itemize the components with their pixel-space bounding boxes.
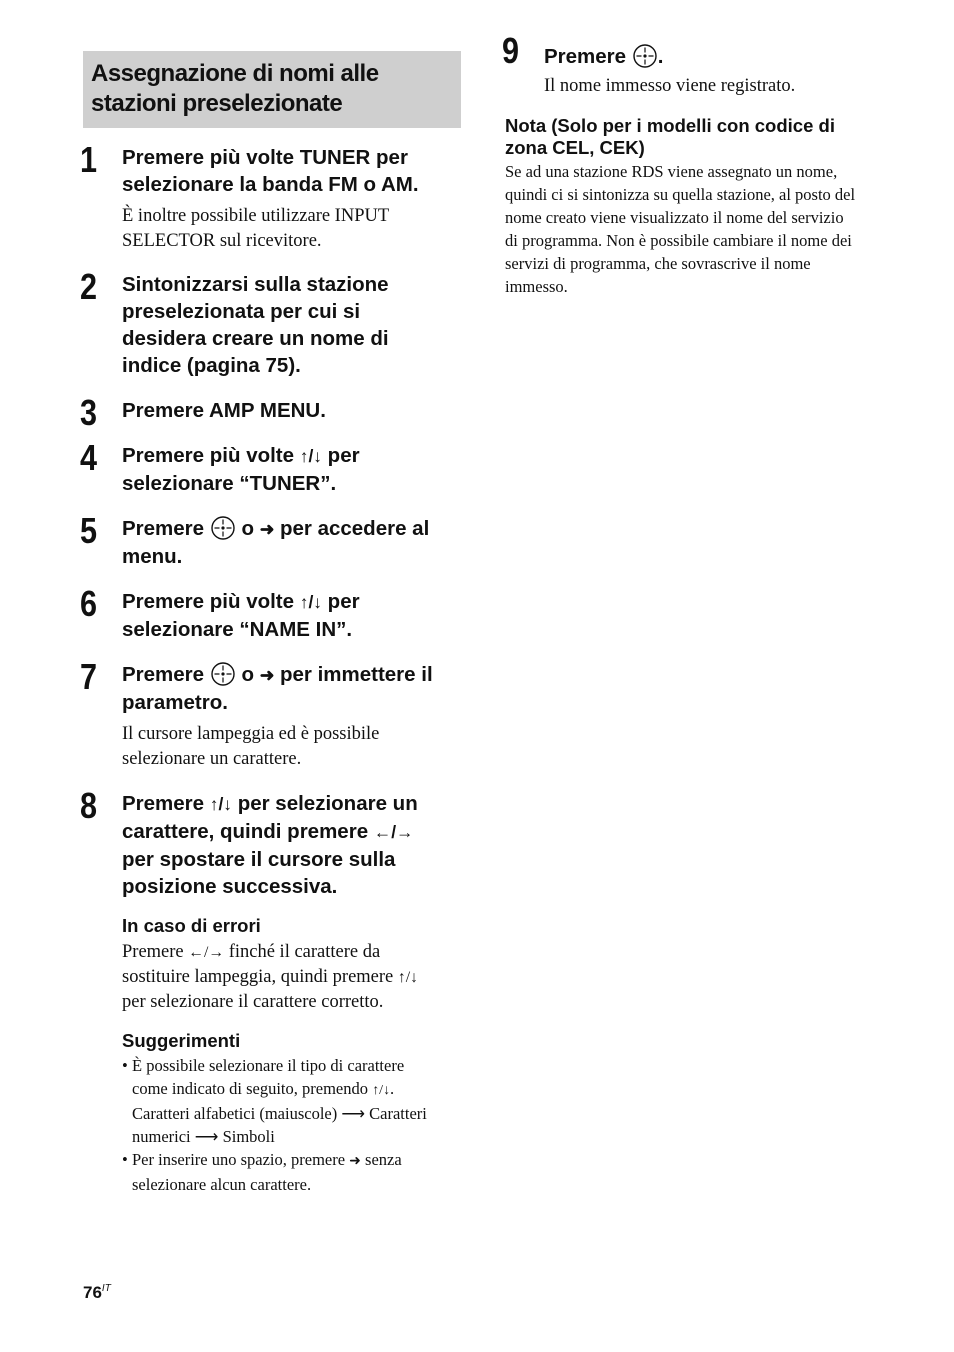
- long-right-arrow-icon: ⟶: [341, 1104, 366, 1123]
- up-down-arrows-icon: ↑/↓: [209, 794, 233, 814]
- heading-text: per: [321, 444, 360, 467]
- right-arrow-icon: ➜: [259, 665, 275, 685]
- heading-text: preselezionata per cui si: [122, 300, 361, 323]
- heading-text: per accedere al: [274, 517, 430, 540]
- section-title-line: Assegnazione di nomi alle: [91, 60, 379, 87]
- step-heading: [544, 35, 885, 70]
- heading-text: Premere più volte: [122, 590, 300, 613]
- heading-text: Premere AMP MENU.: [122, 399, 326, 422]
- step-number: 1: [80, 139, 98, 180]
- left-right-arrows-icon: ←/→: [373, 822, 414, 842]
- heading-text: carattere, quindi premere: [122, 820, 374, 843]
- up-down-arrows-icon: ↑/↓: [372, 1083, 391, 1098]
- tip-text: .: [390, 1079, 395, 1098]
- heading-text: per selezionare un: [232, 792, 418, 815]
- step-heading: [122, 442, 461, 497]
- note-line: servizi di programma, che sovrascrive il nome: [505, 254, 811, 273]
- section-title-line: stazioni preselezionate: [91, 90, 343, 117]
- heading-text: selezionare la banda FM o AM.: [122, 173, 419, 196]
- tip-text: selezionare alcun carattere.: [132, 1175, 312, 1194]
- up-down-arrows-icon: ↑/↓: [397, 969, 418, 986]
- language-code: IT: [101, 1283, 111, 1294]
- step-number: 7: [80, 656, 98, 697]
- tip-text: come indicato di seguito, premendo: [132, 1079, 373, 1098]
- step-number: 3: [80, 392, 98, 433]
- step-heading: [122, 397, 461, 424]
- section-title: [83, 51, 461, 128]
- heading-text: Sintonizzarsi sulla stazione: [122, 273, 389, 296]
- body-text: finché il carattere da: [224, 942, 381, 962]
- step-heading: [122, 144, 461, 198]
- step-body: [122, 204, 461, 254]
- step-3: [80, 392, 461, 433]
- note-line: quindi ci si sintonizza su quella stazione, al posto del: [505, 185, 856, 204]
- tip-text: Per inserire uno spazio, premere: [132, 1150, 350, 1169]
- step-number: 8: [80, 785, 98, 826]
- heading-text: o: [235, 517, 260, 540]
- heading-text: per: [321, 590, 360, 613]
- body-text: per selezionare il carattere corretto.: [122, 992, 384, 1012]
- step-heading: [122, 515, 461, 570]
- right-arrow-icon: ➜: [259, 519, 275, 539]
- step-2: [80, 266, 461, 379]
- step-heading: [122, 790, 461, 900]
- tip-text: Caratteri alfabetici (maiuscole): [132, 1104, 342, 1123]
- left-right-arrows-icon: ←/→: [188, 944, 225, 961]
- list-item: [122, 1148, 461, 1196]
- tip-text: numerici: [132, 1127, 195, 1146]
- heading-text: o: [235, 663, 260, 686]
- note-line: nome creato viene visualizzato il nome del servizio: [505, 208, 844, 227]
- note-line: immesso.: [505, 277, 568, 296]
- heading-text: Premere: [544, 45, 632, 68]
- page-number: [83, 1283, 111, 1303]
- step-body: Il nome immesso viene registrato.: [544, 76, 796, 96]
- step-number: 4: [80, 437, 98, 478]
- heading-text: Premere: [122, 517, 210, 540]
- note-line: di programma. Non è possibile cambiare il nome dei: [505, 231, 852, 250]
- errors-title: In caso di errori: [122, 915, 261, 936]
- note-text: [505, 160, 885, 298]
- body-text: sostituire lampeggia, quindi premere: [122, 967, 398, 987]
- body-text: SELECTOR sul ricevitore.: [122, 231, 322, 251]
- step-1: [80, 139, 461, 254]
- heading-text: .: [657, 45, 664, 68]
- right-arrow-icon: ➜: [349, 1154, 361, 1169]
- step-7: [80, 656, 461, 772]
- heading-text: selezionare “TUNER”.: [122, 472, 337, 495]
- step-8: [80, 785, 461, 1196]
- tip-text: Caratteri: [365, 1104, 427, 1123]
- long-right-arrow-icon: ⟶: [194, 1127, 219, 1146]
- step-heading: [122, 661, 461, 716]
- heading-text: selezionare “NAME IN”.: [122, 618, 353, 641]
- heading-text: menu.: [122, 545, 183, 568]
- up-down-arrows-icon: ↑/↓: [299, 592, 322, 612]
- heading-text: Premere: [122, 663, 210, 686]
- step-6: [80, 583, 461, 643]
- step-4: [80, 437, 461, 497]
- step-9: [502, 30, 885, 99]
- enter-button-icon: [633, 44, 657, 68]
- up-down-arrows-icon: ↑/↓: [299, 446, 322, 466]
- note-title: [505, 115, 885, 159]
- enter-button-icon: [211, 662, 235, 686]
- tip-text: È possibile selezionare il tipo di carattere: [132, 1056, 405, 1075]
- step-5: [80, 510, 461, 570]
- step-heading: [122, 271, 461, 379]
- step-number: 9: [502, 30, 520, 71]
- heading-text: parametro.: [122, 691, 228, 714]
- heading-text: posizione successiva.: [122, 875, 338, 898]
- body-text: È inoltre possibile utilizzare INPUT: [122, 206, 390, 226]
- heading-text: per spostare il cursore sulla: [122, 848, 396, 871]
- heading-text: Premere: [122, 792, 210, 815]
- heading-text: indice (pagina 75).: [122, 354, 301, 377]
- note-title-line: zona CEL, CEK): [505, 137, 645, 158]
- note-line: Se ad una stazione RDS viene assegnato un nome,: [505, 162, 838, 181]
- heading-text: Premere più volte TUNER per: [122, 146, 408, 169]
- list-item: [122, 1054, 461, 1148]
- tip-text: Simboli: [218, 1127, 275, 1146]
- step-number: 2: [80, 266, 98, 307]
- note-block: [505, 115, 885, 298]
- body-text: selezionare un carattere.: [122, 749, 302, 769]
- tip-text: senza: [360, 1150, 402, 1169]
- tips-list: [122, 1054, 461, 1196]
- body-text: Premere: [122, 942, 189, 962]
- step-heading: [122, 588, 461, 643]
- heading-text: per immettere il: [274, 663, 433, 686]
- enter-button-icon: [211, 516, 235, 540]
- left-column: [80, 51, 461, 1196]
- page-number-value: 76: [83, 1283, 102, 1302]
- body-text: Il cursore lampeggia ed è possibile: [122, 724, 380, 744]
- tips-title: Suggerimenti: [122, 1030, 241, 1051]
- errors-text: [122, 940, 461, 1015]
- step-body: [122, 722, 461, 772]
- step-number: 6: [80, 583, 98, 624]
- note-title-line: Nota (Solo per i modelli con codice di: [505, 115, 835, 136]
- right-column: [502, 30, 885, 298]
- heading-text: desidera creare un nome di: [122, 327, 389, 350]
- step-number: 5: [80, 510, 98, 551]
- heading-text: Premere più volte: [122, 444, 300, 467]
